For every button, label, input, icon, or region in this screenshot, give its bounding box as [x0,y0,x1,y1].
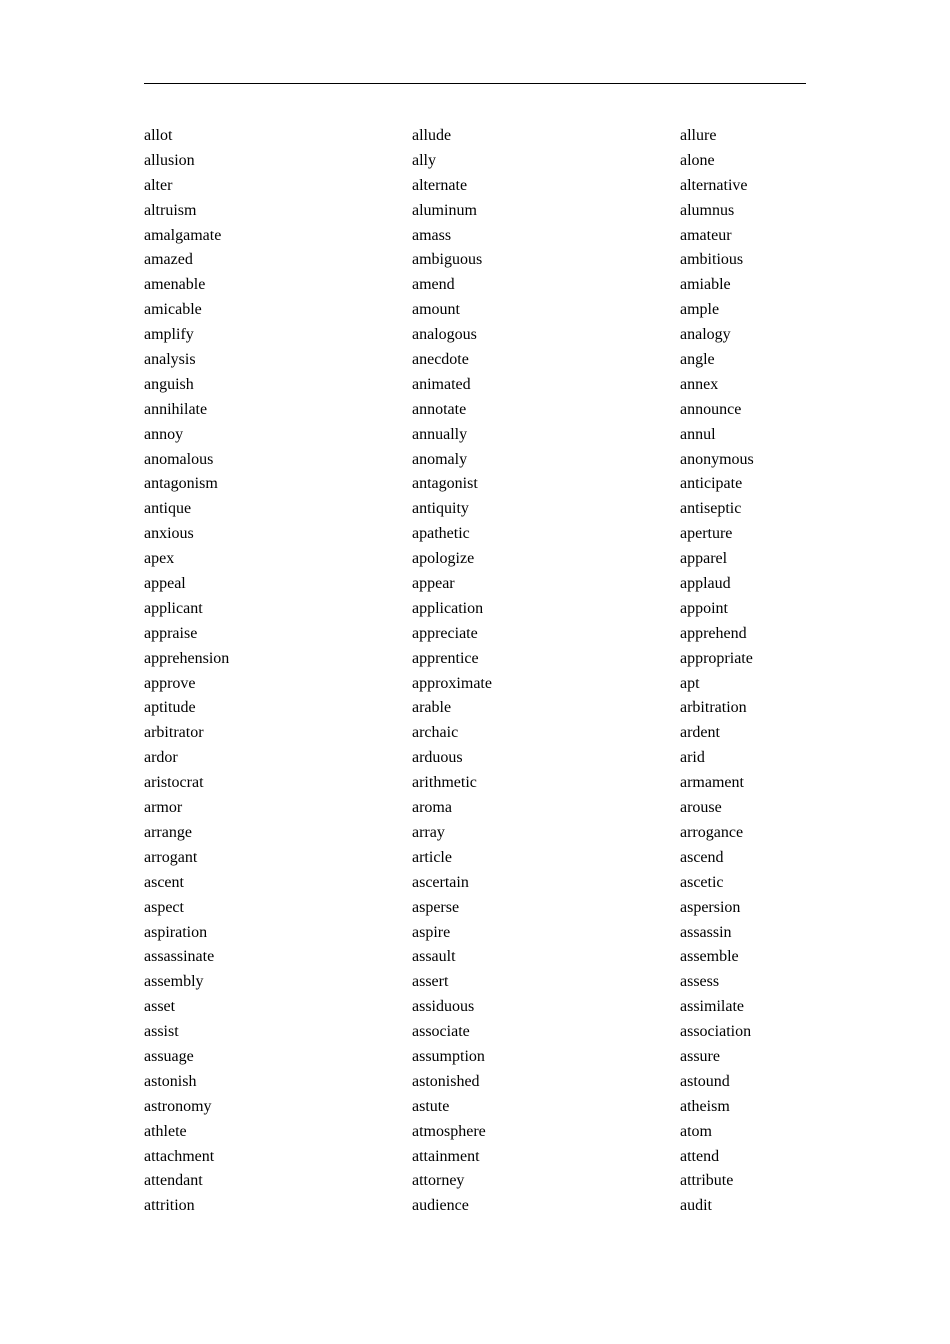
vocabulary-word: appropriate [680,649,753,667]
vocabulary-word: aristocrat [144,774,204,792]
vocabulary-word: alternative [680,176,748,194]
vocabulary-word: amend [412,276,455,294]
word-row [144,1145,844,1170]
word-row [144,945,844,970]
vocabulary-word: attendant [144,1172,203,1190]
word-row [144,547,844,572]
vocabulary-word: anomaly [412,450,468,468]
word-row [144,696,844,721]
word-row [144,871,844,896]
word-row [144,1020,844,1045]
vocabulary-word: athlete [144,1122,187,1140]
vocabulary-word: arid [680,749,705,767]
word-row [144,672,844,697]
word-row [144,149,844,174]
vocabulary-word: assess [680,973,720,991]
word-row [144,522,844,547]
vocabulary-word: alter [144,176,173,194]
vocabulary-word: assiduous [412,998,475,1016]
vocabulary-word: aspect [144,898,184,916]
vocabulary-word: aptitude [144,699,196,717]
vocabulary-word: assembly [144,973,204,991]
vocabulary-word: allusion [144,151,195,169]
vocabulary-word: apathetic [412,525,470,543]
vocabulary-word: apologize [412,550,475,568]
word-row [144,323,844,348]
vocabulary-word: approve [144,674,196,692]
vocabulary-word: anonymous [680,450,754,468]
vocabulary-word: ascertain [412,873,469,891]
word-row [144,1095,844,1120]
vocabulary-word: alumnus [680,201,735,219]
word-row [144,472,844,497]
vocabulary-word: ardor [144,749,178,767]
vocabulary-word: annex [680,375,719,393]
word-row [144,970,844,995]
vocabulary-word: amenable [144,276,206,294]
vocabulary-word: attend [680,1147,720,1165]
vocabulary-word: analogy [680,326,731,344]
vocabulary-word: annotate [412,400,467,418]
vocabulary-word: amass [412,226,452,244]
vocabulary-word: ascent [144,873,184,891]
vocabulary-word: assemble [680,948,739,966]
vocabulary-word: appear [412,575,455,593]
vocabulary-word: association [680,1023,752,1041]
word-row [144,622,844,647]
vocabulary-word: armament [680,774,744,792]
vocabulary-word: approximate [412,674,492,692]
word-row [144,199,844,224]
word-row [144,448,844,473]
vocabulary-word: apprentice [412,649,479,667]
word-row [144,721,844,746]
vocabulary-word: application [412,599,484,617]
vocabulary-word: attachment [144,1147,215,1165]
vocabulary-word: altruism [144,201,197,219]
vocabulary-word: ally [412,151,436,169]
vocabulary-word: assuage [144,1047,194,1065]
vocabulary-word: anomalous [144,450,214,468]
vocabulary-word: arithmetic [412,774,477,792]
word-row [144,248,844,273]
vocabulary-word: aspersion [680,898,741,916]
word-row [144,298,844,323]
vocabulary-word: arbitration [680,699,747,717]
vocabulary-word: appeal [144,575,186,593]
word-row [144,423,844,448]
word-row [144,821,844,846]
vocabulary-word: atom [680,1122,712,1140]
vocabulary-word: arable [412,699,452,717]
vocabulary-word: astute [412,1097,450,1115]
vocabulary-word: aroma [412,799,452,817]
vocabulary-word: allude [412,127,452,144]
vocabulary-word: apex [144,550,175,568]
header-rule [144,83,806,84]
vocabulary-word: applaud [680,575,731,593]
vocabulary-word: allot [144,127,173,144]
vocabulary-word: assure [680,1047,720,1065]
word-row [144,1070,844,1095]
vocabulary-word: associate [412,1023,470,1041]
vocabulary-word: atmosphere [412,1122,486,1140]
vocabulary-word: attorney [412,1172,465,1190]
vocabulary-word: ascend [680,848,724,866]
vocabulary-word: annihilate [144,400,208,418]
word-row [144,224,844,249]
vocabulary-word: asperse [412,898,460,916]
word-row [144,597,844,622]
vocabulary-word: ambitious [680,251,744,269]
vocabulary-word: apprehend [680,624,747,642]
word-row [144,398,844,423]
vocabulary-word: astonish [144,1072,197,1090]
vocabulary-word: alternate [412,176,468,194]
vocabulary-word: astound [680,1072,730,1090]
vocabulary-word: attainment [412,1147,480,1165]
vocabulary-word: amplify [144,326,194,344]
word-row [144,124,844,149]
vocabulary-word: applicant [144,599,203,617]
vocabulary-word: apt [680,674,700,692]
word-row [144,497,844,522]
vocabulary-word: assimilate [680,998,744,1016]
vocabulary-word: antique [144,500,192,518]
vocabulary-word: assassin [680,923,732,941]
vocabulary-word: arouse [680,799,722,817]
vocabulary-word: ascetic [680,873,724,891]
vocabulary-word: arduous [412,749,463,767]
vocabulary-word: aluminum [412,201,477,219]
vocabulary-word: animated [412,375,471,393]
vocabulary-word: apprehension [144,649,230,667]
vocabulary-word: antiquity [412,500,469,518]
word-row [144,995,844,1020]
vocabulary-word: aperture [680,525,733,543]
vocabulary-word: ambiguous [412,251,483,269]
vocabulary-word: amateur [680,226,732,244]
vocabulary-word: antiseptic [680,500,742,518]
word-row [144,771,844,796]
vocabulary-word: attribute [680,1172,734,1190]
vocabulary-word: assault [412,948,456,966]
vocabulary-word: armor [144,799,183,817]
vocabulary-word: appreciate [412,624,478,642]
vocabulary-word: ample [680,301,720,319]
vocabulary-word: aspire [412,923,451,941]
vocabulary-word: amicable [144,301,202,319]
word-row [144,1169,844,1194]
vocabulary-word: annually [412,425,468,443]
word-row [144,174,844,199]
vocabulary-word: assumption [412,1047,485,1065]
vocabulary-word: appraise [144,624,198,642]
vocabulary-word: attrition [144,1197,195,1215]
word-row [144,273,844,298]
vocabulary-word: allure [680,127,717,144]
vocabulary-word: anxious [144,525,194,543]
vocabulary-word: amalgamate [144,226,222,244]
vocabulary-word: antagonist [412,475,478,493]
word-row [144,373,844,398]
vocabulary-word: apparel [680,550,728,568]
word-row [144,1120,844,1145]
word-row [144,846,844,871]
word-row [144,896,844,921]
vocabulary-word: asset [144,998,176,1016]
vocabulary-word: amount [412,301,460,319]
vocabulary-word: announce [680,400,742,418]
vocabulary-word: audience [412,1197,469,1215]
vocabulary-word: arrogant [144,848,198,866]
vocabulary-word: audit [680,1197,712,1215]
vocabulary-word: assert [412,973,449,991]
word-row [144,348,844,373]
vocabulary-word: analysis [144,351,196,369]
vocabulary-word: alone [680,151,715,169]
vocabulary-word: arrange [144,823,192,841]
word-row [144,746,844,771]
vocabulary-word: anguish [144,375,194,393]
word-row [144,572,844,597]
word-row [144,1194,844,1219]
vocabulary-word: anecdote [412,351,469,369]
word-row [144,921,844,946]
vocabulary-word: aspiration [144,923,208,941]
vocabulary-word: arbitrator [144,724,204,742]
vocabulary-word: amazed [144,251,193,269]
word-row [144,647,844,672]
word-row [144,1045,844,1070]
word-row [144,796,844,821]
vocabulary-word: astonished [412,1072,480,1090]
vocabulary-word: ardent [680,724,720,742]
vocabulary-word: amiable [680,276,731,294]
word-list [144,124,844,1219]
vocabulary-word: article [412,848,452,866]
vocabulary-word: assassinate [144,948,215,966]
vocabulary-word: annul [680,425,716,443]
vocabulary-word: antagonism [144,475,218,493]
vocabulary-word: annoy [144,425,184,443]
vocabulary-word: atheism [680,1097,730,1115]
vocabulary-word: archaic [412,724,459,742]
vocabulary-word: astronomy [144,1097,212,1115]
vocabulary-word: assist [144,1023,179,1041]
vocabulary-word: anticipate [680,475,743,493]
vocabulary-word: array [412,823,445,841]
vocabulary-word: arrogance [680,823,744,841]
vocabulary-word: appoint [680,599,728,617]
vocabulary-word: angle [680,351,715,369]
vocabulary-word: analogous [412,326,477,344]
